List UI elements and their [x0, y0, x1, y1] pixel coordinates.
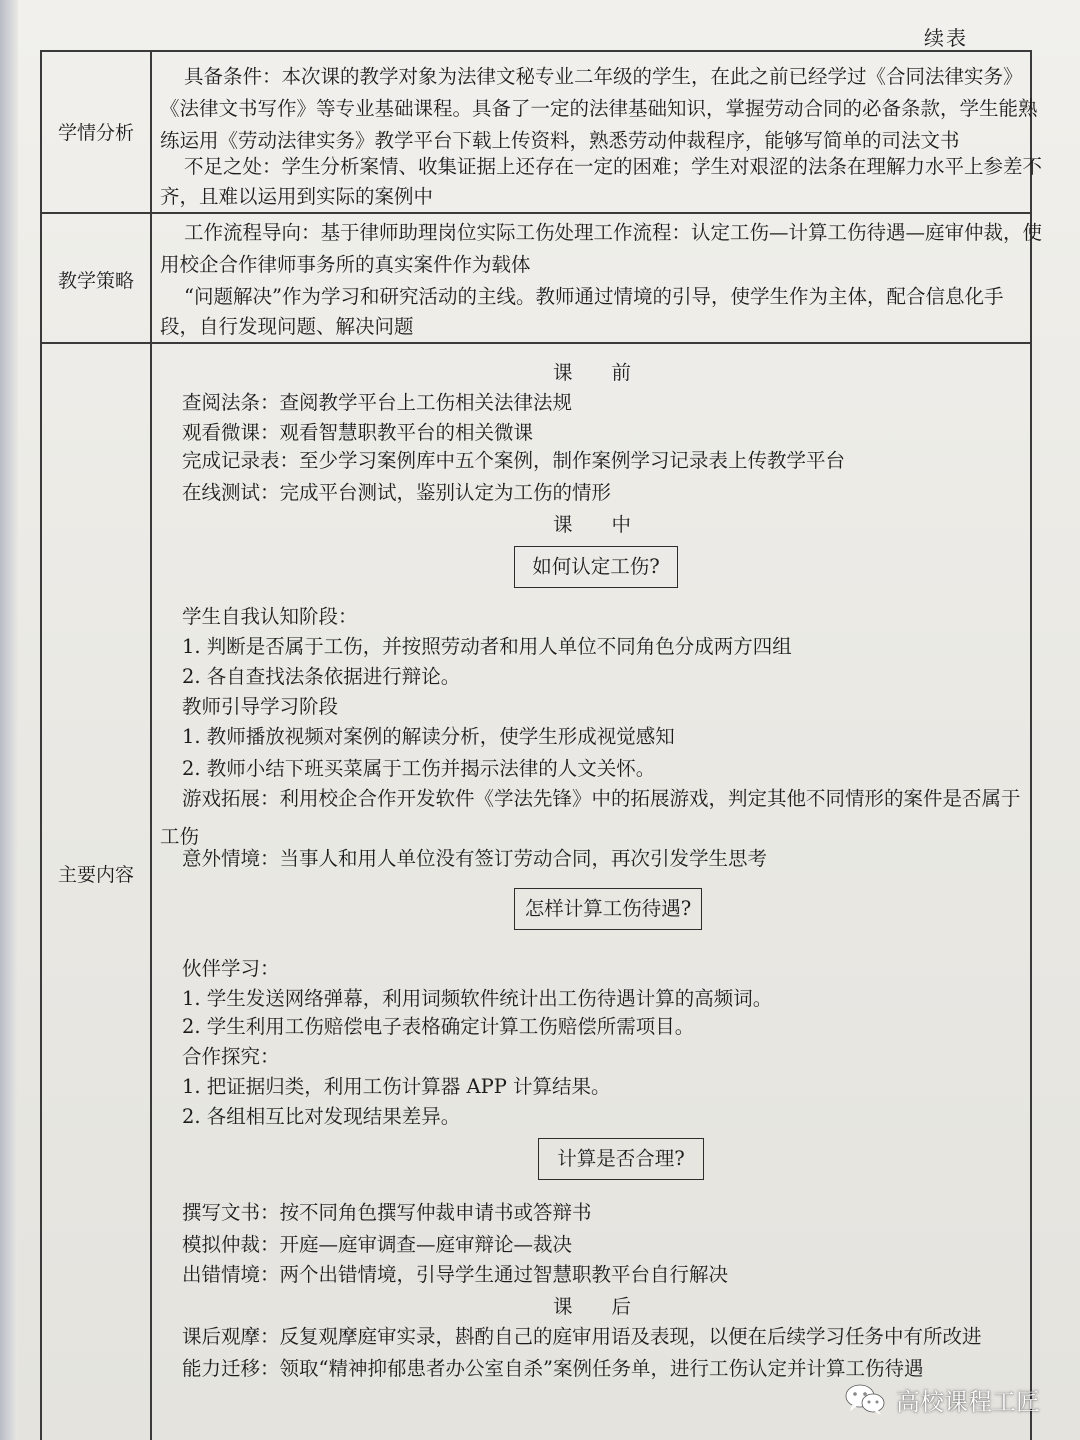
row-label-learning-analysis: 学情分析 [57, 122, 134, 144]
after-class-heading: 课 后 [552, 1295, 631, 1318]
section1-line: 学生自我认知阶段： [182, 605, 358, 628]
before-class-line: 完成记录表：至少学习案例库中五个案例，制作案例学习记录表上传教学平台 [182, 449, 846, 472]
lesson-plan-table [40, 50, 1043, 1440]
continued-label: 续表 [924, 26, 968, 50]
section2-line: 1. 把证据归类，利用工伤计算器 APP 计算结果。 [182, 1075, 611, 1098]
section2-line: 合作探究： [182, 1045, 280, 1068]
before-class-line: 查阅法条：查阅教学平台上工伤相关法律法规 [182, 391, 573, 414]
teaching-strategy-line: “问题解决”作为学习和研究活动的主线。教师通过情境的引导，使学生作为主体，配合信息化手 [184, 285, 1004, 308]
book-spine-shadow [0, 0, 18, 1440]
row-label-main-content: 主要内容 [57, 864, 134, 886]
section1-line: 1. 教师播放视频对案例的解读分析，使学生形成视觉感知 [182, 725, 675, 748]
after-class-line: 课后观摩：反复观摩庭审实录，斟酌自己的庭审用语及表现，以便在后续学习任务中有所改进 [182, 1325, 982, 1348]
in-class-heading: 课 中 [552, 513, 631, 536]
after-class-line: 能力迁移：领取“精神抑郁患者办公室自杀”案例任务单，进行工伤认定并计算工伤待遇 [182, 1357, 924, 1380]
section2-line: 2. 学生利用工伤赔偿电子表格确定计算工伤赔偿所需项目。 [182, 1015, 695, 1038]
question-box-calculate-benefits: 怎样计算工伤待遇? [514, 888, 702, 930]
question-box-recognize-injury: 如何认定工伤? [514, 546, 678, 588]
section1-line: 2. 各自查找法条依据进行辩论。 [182, 665, 461, 688]
watermark-text: 高校课程工匠 [896, 1387, 1040, 1416]
learning-analysis-line: 齐，且难以运用到实际的案例中 [160, 185, 434, 208]
learning-analysis-line: 《法律文书写作》等专业基础课程。具备了一定的法律基础知识，掌握劳动合同的必备条款，学生能熟 [160, 97, 1038, 120]
section1-line: 工伤 [160, 825, 200, 848]
section1-line: 教师引导学习阶段 [182, 695, 339, 718]
teaching-strategy-line: 用校企合作律师事务所的真实案件作为载体 [160, 253, 531, 276]
before-class-heading: 课 前 [552, 361, 631, 384]
section2-line: 2. 各组相互比对发现结果差异。 [182, 1105, 461, 1128]
section1-line: 游戏拓展：利用校企合作开发软件《学法先锋》中的拓展游戏，判定其他不同情形的案件是否属于 [182, 787, 1021, 810]
row-divider-2 [42, 342, 1030, 344]
section3-line: 模拟仲裁：开庭—庭审调查—庭审辩论—裁决 [182, 1233, 573, 1256]
before-class-line: 观看微课：观看智慧职教平台的相关微课 [182, 421, 534, 444]
section3-line: 出错情境：两个出错情境，引导学生通过智慧职教平台自行解决 [182, 1263, 729, 1286]
wechat-icon [844, 1382, 886, 1416]
before-class-line: 在线测试：完成平台测试，鉴别认定为工伤的情形 [182, 481, 612, 504]
learning-analysis-line: 练运用《劳动法律实务》教学平台下载上传资料，熟悉劳动仲裁程序，能够写简单的司法文书 [160, 129, 960, 152]
row-label-teaching-strategy: 教学策略 [57, 270, 134, 292]
section1-line: 意外情境：当事人和用人单位没有签订劳动合同，再次引发学生思考 [182, 847, 768, 870]
column-divider [150, 52, 152, 1440]
row-divider-1 [42, 212, 1030, 214]
teaching-strategy-line: 工作流程导向：基于律师助理岗位实际工伤处理工作流程：认定工伤—计算工伤待遇—庭审仲裁，使 [184, 221, 1043, 244]
teaching-strategy-line: 段，自行发现问题、解决问题 [160, 315, 414, 338]
learning-analysis-line: 不足之处：学生分析案情、收集证据上还存在一定的困难；学生对艰涩的法条在理解力水平上参差不 [184, 155, 1043, 178]
section1-line: 2. 教师小结下班买菜属于工伤并揭示法律的人文关怀。 [182, 757, 656, 780]
section2-line: 伙伴学习： [182, 957, 280, 980]
section1-line: 1. 判断是否属于工伤，并按照劳动者和用人单位不同角色分成两方四组 [182, 635, 792, 658]
wechat-watermark [844, 1378, 1040, 1420]
learning-analysis-line: 具备条件：本次课的教学对象为法律文秘专业二年级的学生，在此之前已经学过《合同法律实务》 [184, 65, 1023, 88]
section2-line: 1. 学生发送网络弹幕，利用词频软件统计出工伤待遇计算的高频词。 [182, 987, 773, 1010]
question-box-reasonable: 计算是否合理? [538, 1138, 704, 1180]
section3-line: 撰写文书：按不同角色撰写仲裁申请书或答辩书 [182, 1201, 592, 1224]
